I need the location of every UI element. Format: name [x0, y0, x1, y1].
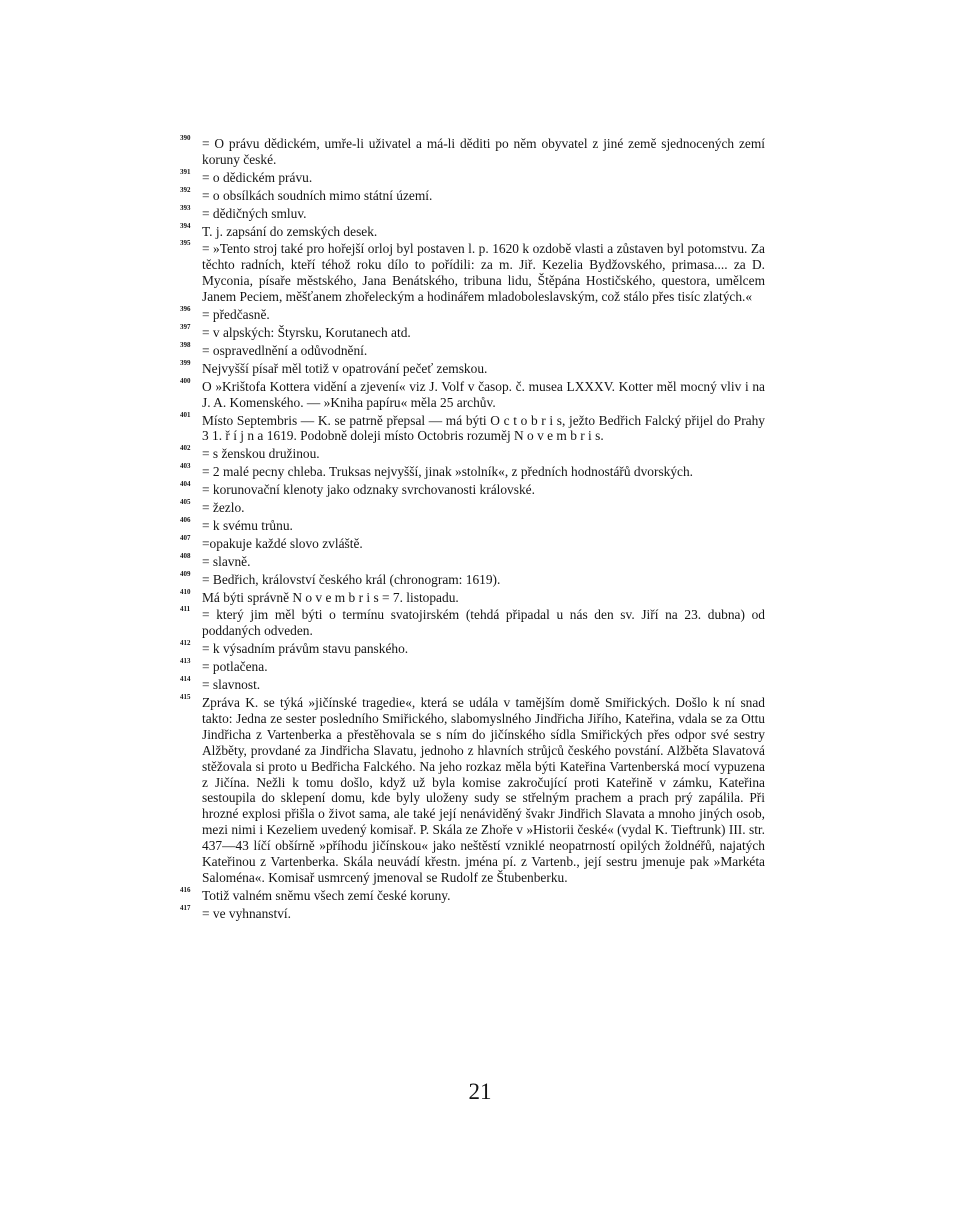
footnote-item	[180, 358, 765, 377]
footnote-text: = v alpských: Štyrsku, Korutanech atd.	[202, 324, 411, 340]
footnote-text: = potlačena.	[202, 659, 268, 675]
footnote-item	[180, 569, 765, 588]
footnote-text: = slavnost.	[202, 677, 261, 693]
footnote-number: 412	[180, 639, 191, 648]
footnotes-list	[180, 136, 765, 922]
footnote-text: Zpráva K. se týká »jičínské tragedie«, která se udála v tamějším domě Smiřických. Došlo k ní snad takto: Jedna ze sester posledního Smiřického, slabomyslného Jindřicha Jiřího, Kateřina, vdala se za Ottu Jindřicha z Vartenberka a přestěhovala se s ním do jičínského sídla Smiřických přes odpor své sestry Alžběty, provdané za Jindřicha Slavatu, jednoho z hlavních strůjců českého povstání. Alžběta Slavatová stěžovala si proto u Bedřicha Falckého. Na jeho rozkaz měla býti Kateřina Vartenberská mocí vypuzena z Jičína. Nežli k tomu došlo, když už byla komise zakročující proti Kateřině v zámku, Kateřina sestoupila do sklepení domu, kde byly uloženy sudy se střelným prachem a prach prý zapálila. Při hrozné explosi přišla o život sama, ale také její nenáviděný švakr Jindřich Slavata a mnoho jiných osob, mezi nimi i Kezeliem uvedený komisař. P. Skála ze Zhoře v »Historii české« (vydal K. Tieftrunk) III. str. 437—43 líčí obšírně »příhodu jičínskou« jako neštěstí vzniklé neopatrností opilých žoldnéřů, najatých Kateřinou z Vartenberka. Skála neuvádí křestn. jména pí. z Vartenb., její sestru jmenuje pak »Markéta Saloména«. Komisař usmrcený jmenoval se Rudolf ze Štubenberku.	[202, 695, 765, 885]
footnote-item	[180, 695, 765, 886]
footnote-number: 391	[180, 167, 191, 176]
footnote-number: 390	[180, 134, 191, 142]
footnote-number: 413	[180, 657, 191, 666]
footnote-item	[180, 641, 765, 657]
footnote-item	[180, 241, 765, 305]
footnote-number: 410	[180, 587, 191, 596]
footnote-number: 401	[180, 410, 191, 419]
footnote-item	[180, 136, 765, 168]
footnote-number: 411	[180, 605, 191, 614]
footnote-item	[180, 376, 765, 411]
footnote-text: = o dědickém právu.	[202, 169, 313, 185]
footnote-number: 403	[180, 462, 191, 471]
footnote-text: = dědičných smluv.	[202, 205, 307, 221]
footnote-number: 402	[180, 444, 191, 453]
footnote-number: 404	[180, 480, 191, 489]
footnote-text: = korunovační klenoty jako odznaky svrchovanosti královské.	[202, 482, 535, 498]
footnote-number: 416	[180, 885, 191, 894]
footnote-item	[180, 185, 765, 204]
footnote-text: = předčasně.	[202, 307, 270, 323]
footnote-item	[180, 515, 765, 534]
footnote-number: 394	[180, 221, 191, 230]
footnote-item	[180, 551, 765, 570]
footnote-text: =opakuje každé slovo zvláště.	[202, 535, 363, 551]
footnote-number: 396	[180, 305, 191, 314]
footnote-item	[180, 167, 765, 186]
footnote-number: 397	[180, 322, 191, 331]
footnote-number: 399	[180, 358, 191, 367]
page-number: 21	[468, 1079, 492, 1104]
footnote-text: Totiž valném sněmu všech zemí české koruny.	[202, 887, 451, 903]
footnote-number: 393	[180, 203, 191, 212]
footnote-text: = O právu dědickém, umře-li uživatel a má-li děditi po něm obyvatel z jiné země sjednocených zemí koruny české.	[202, 136, 765, 167]
footnote-text: = ospravedlnění a odůvodnění.	[202, 342, 368, 358]
footnote-item	[180, 885, 765, 904]
footnote-item	[180, 587, 765, 606]
footnote-text: = 2 malé pecny chleba. Truksas nejvyšší, jinak »stolník«, z předních hodnostářů dvorských.	[202, 464, 694, 480]
footnote-text: = s ženskou družinou.	[202, 446, 320, 462]
footnote-number: 414	[180, 675, 191, 684]
footnote-item	[180, 482, 765, 498]
footnote-item	[180, 221, 765, 240]
footnote-number: 400	[180, 376, 191, 385]
footnote-text: = slavně.	[202, 553, 251, 569]
footnote-item	[180, 410, 765, 445]
footnote-item	[180, 307, 765, 323]
footnote-item	[180, 500, 765, 516]
footnote-item	[180, 340, 765, 359]
footnote-text: Má býti správně N o v e m b r i s = 7. listopadu.	[202, 589, 459, 605]
footnote-text: Místo Septembris — K. se patrně přepsal — má býti O c t o b r i s, ježto Bedřich Falcký přijel do Prahy 3 1. ř í j n a 1619. Podobně doleji místo Octobris rozuměj N o v e m b r i s.	[202, 412, 765, 444]
footnote-number: 392	[180, 185, 191, 194]
footnote-text: = k výsadním právům stavu panského.	[202, 641, 409, 657]
footnote-item	[180, 659, 765, 675]
footnote-text: = který jim měl býti o termínu svatojirském (tehdá připadal u nás den sv. Jiří na 23. dubna) od poddaných odveden.	[202, 607, 765, 639]
footnote-number: 417	[180, 903, 191, 912]
footnote-item	[180, 203, 765, 222]
footnote-item	[180, 903, 765, 922]
footnote-item	[180, 607, 765, 639]
footnote-number: 395	[180, 239, 191, 248]
footnote-item	[180, 322, 765, 341]
footnote-text: = o obsílkách soudních mimo státní území.	[202, 187, 433, 203]
footnote-number: 408	[180, 551, 191, 560]
footnote-text: = žezlo.	[202, 500, 245, 516]
footnote-number: 398	[180, 340, 191, 349]
footnote-item	[180, 464, 765, 480]
footnote-number: 407	[180, 533, 191, 542]
footnote-number: 405	[180, 498, 191, 507]
footnote-item	[180, 533, 765, 552]
footnote-item	[180, 446, 765, 462]
footnote-text: = k svému trůnu.	[202, 517, 293, 533]
footnote-number: 406	[180, 515, 191, 524]
footnote-text: = »Tento stroj také pro hořejší orloj byl postaven l. p. 1620 k ozdobě vlasti a zůstaven byl potomstvu. Za těchto radních, kteří téhož roku dílo to pořídili: za m. Jiř. Kezelia Bydžovského, primasa.... za D. Myconia, písaře městského, Jana Benátského, tribuna lidu, Štěpána Hostičského, questora, umělcem Janem Peciem, měšťanem zhořeleckým a hodinářem mladoboleslavským, což stálo přes tisíc zlatých.«	[202, 241, 765, 305]
footnote-text: Nejvyšší písař měl totiž v opatrování pečeť zemskou.	[202, 360, 488, 376]
footnote-number: 409	[180, 569, 191, 578]
footnote-text: T. j. zapsání do zemských desek.	[202, 223, 378, 239]
footnote-text: = ve vyhnanství.	[202, 905, 292, 921]
footnote-text: O »Krištofa Kottera vidění a zjevení« viz J. Volf v časop. č. musea LXXXV. Kotter měl mocný vliv i na J. A. Komenského. — »Kniha papíru« měla 25 archův.	[202, 378, 765, 410]
footnote-item	[180, 677, 765, 693]
footnote-text: = Bedřich, království českého král (chronogram: 1619).	[202, 571, 501, 587]
footnote-number: 415	[180, 693, 191, 701]
